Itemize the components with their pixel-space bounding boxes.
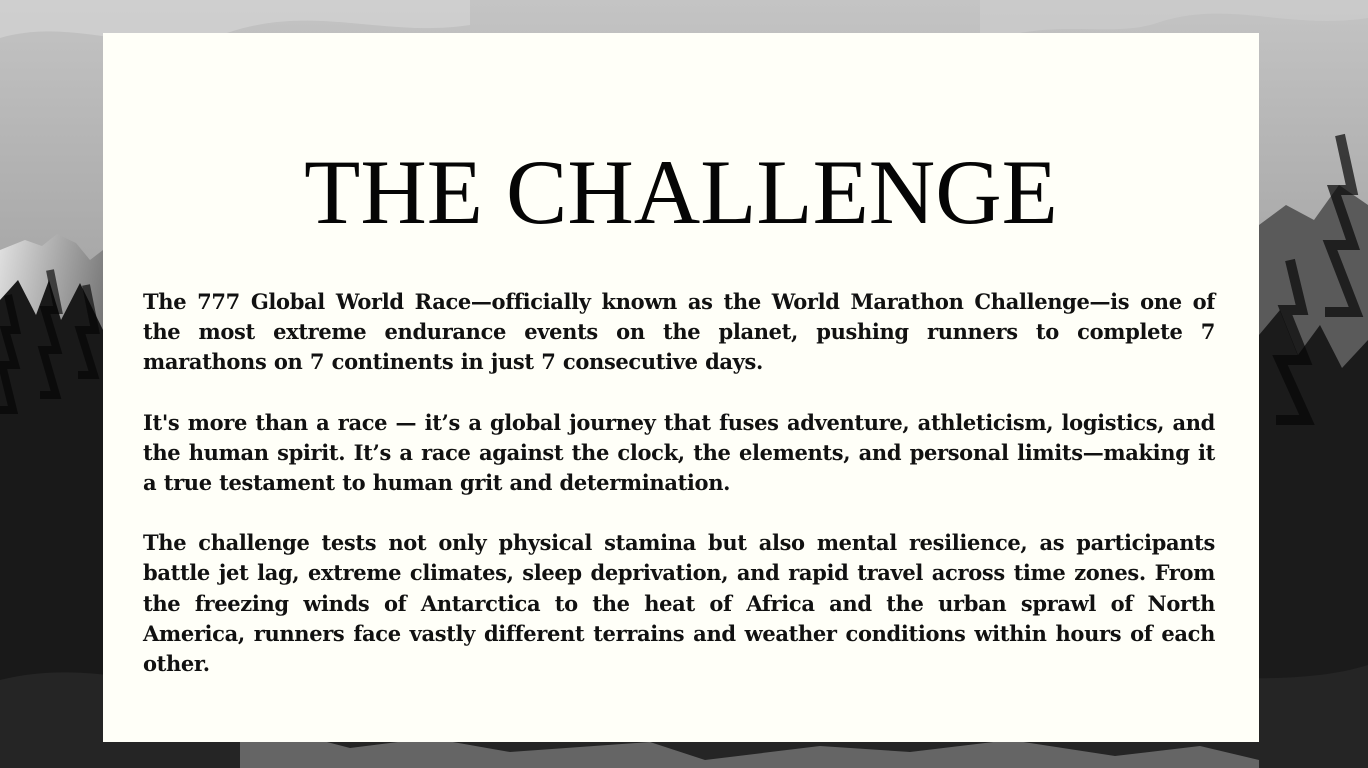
description-paragraph-3: The challenge tests not only physical stamina but also mental resilience, as participants battle jet lag, extreme climates, sleep deprivation, and rapid travel across time zones. From the freezing winds of Antarctica to the heat of Africa and the urban sprawl of North America, runners face vastly different terrains and weather conditions within hours of each other. bbox=[143, 530, 1215, 677]
description-paragraph-2: It's more than a race — it’s a global journey that fuses adventure, athleticism, logistics, and the human spirit. It’s a race against the clock, the elements, and personal limits—making it a true testament to human grit and determination. bbox=[143, 409, 1215, 496]
content-panel bbox=[103, 33, 1259, 742]
challenge-description bbox=[143, 287, 1215, 709]
description-paragraph-1: The 777 Global World Race—officially known as the World Marathon Challenge—is one of the most extreme endurance events on the planet, pushing runners to complete 7 marathons on 7 continents in just 7 consecutive days. bbox=[143, 289, 1215, 375]
page-title: THE CHALLENGE bbox=[304, 141, 1058, 243]
